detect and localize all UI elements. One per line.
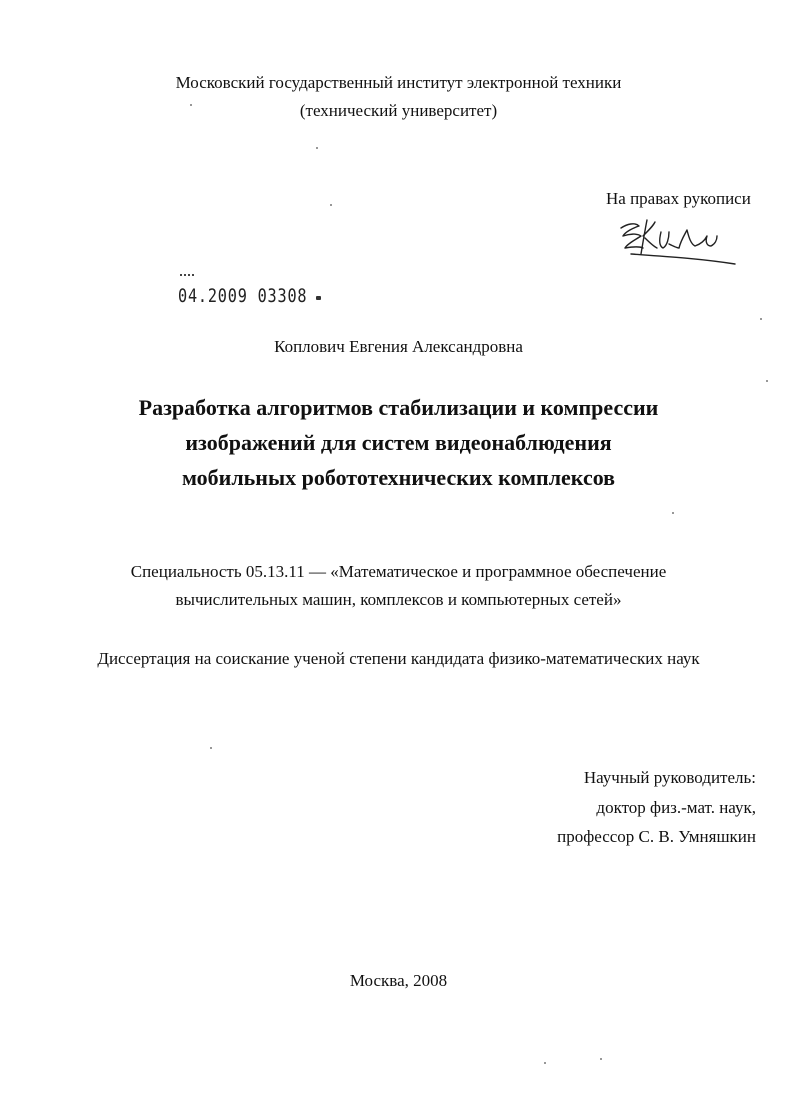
dissertation-title-line-3: мобильных робототехнических комплексов: [181, 465, 616, 490]
scan-speck: [766, 380, 768, 382]
degree-statement: Диссертация на соискание ученой степени кандидата физико-математических наук: [97, 649, 700, 668]
institute-name: Московский государственный институт электронной техники: [175, 73, 622, 92]
signature-image: [617, 214, 742, 270]
supervisor-label: Научный руководитель:: [583, 768, 756, 787]
stamp-mark: [180, 274, 194, 278]
institute-subtitle: (технический университет): [299, 101, 498, 120]
dissertation-title-line-2: изображений для систем видеонаблюдения: [185, 430, 612, 455]
manuscript-note: На правах рукописи: [606, 189, 751, 208]
scan-speck: [672, 512, 674, 514]
scan-speck: [544, 1062, 546, 1064]
scan-speck: [330, 204, 332, 206]
author-name: Коплович Евгения Александровна: [274, 337, 523, 356]
scan-speck: [760, 318, 762, 320]
scan-speck: [210, 747, 212, 749]
scan-speck: [316, 147, 318, 149]
stamp-dot: [316, 296, 321, 300]
archive-stamp-number: 04.2009 03308: [178, 285, 308, 307]
supervisor-degree: доктор физ.-мат. наук,: [596, 798, 756, 817]
specialty-line-1: Специальность 05.13.11 — «Математическое и программное обеспечение: [130, 562, 667, 581]
specialty-line-2: вычислительных машин, комплексов и компьютерных сетей»: [175, 590, 622, 609]
scan-speck: [190, 104, 192, 106]
scan-speck: [600, 1058, 602, 1060]
dissertation-title-line-1: Разработка алгоритмов стабилизации и компрессии: [138, 395, 659, 420]
supervisor-name: профессор С. В. Умняшкин: [557, 827, 756, 846]
city-year: Москва, 2008: [349, 971, 448, 990]
